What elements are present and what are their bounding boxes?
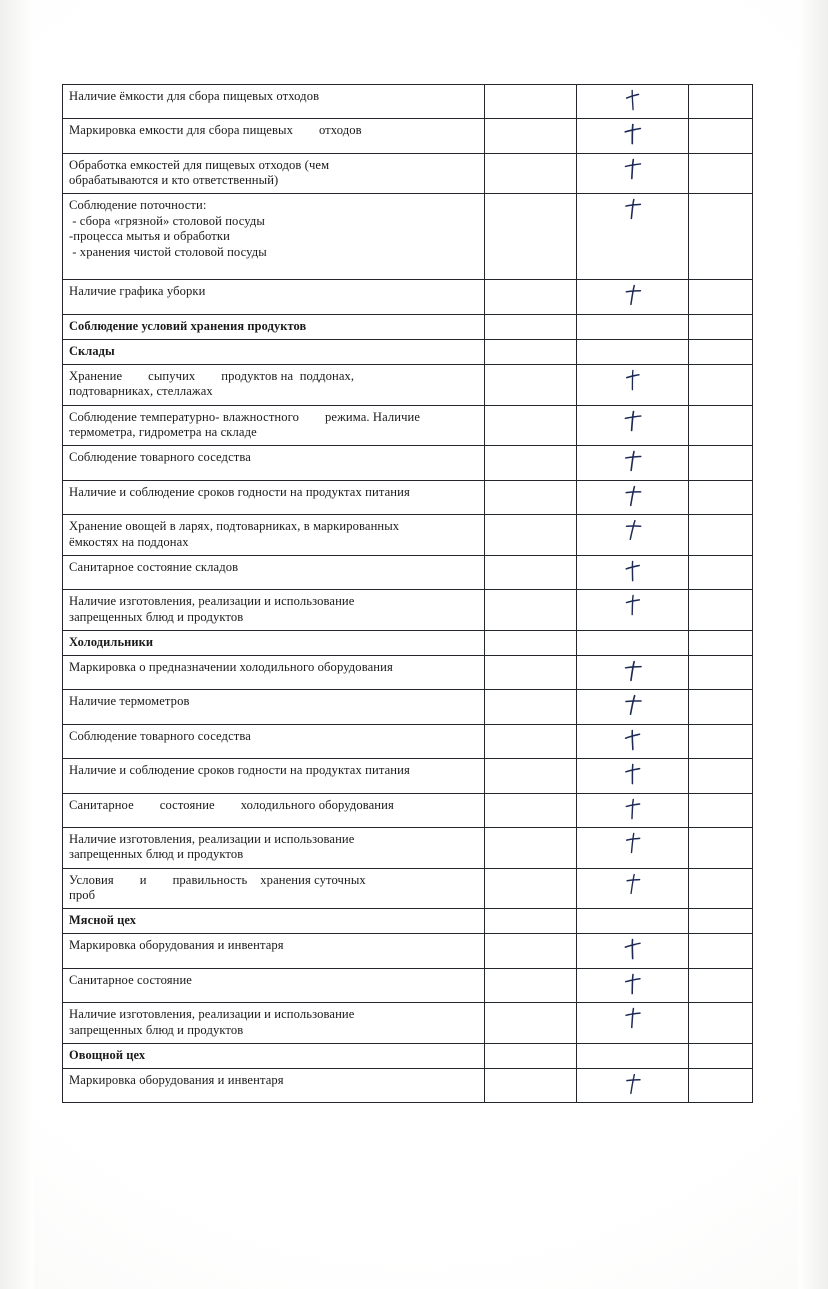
item-label: Наличие и соблюдение сроков годности на продуктах питания (63, 480, 485, 514)
item-label: Наличие ёмкости для сбора пищевых отходов (63, 85, 485, 119)
empty-cell[interactable] (485, 314, 577, 339)
empty-cell[interactable] (485, 759, 577, 793)
empty-cell[interactable] (485, 934, 577, 968)
table-row (63, 280, 753, 314)
empty-cell[interactable] (577, 631, 689, 656)
empty-cell[interactable] (485, 968, 577, 1002)
check-mark-cell[interactable] (577, 690, 689, 724)
table-row (63, 934, 753, 968)
table-row (63, 194, 753, 280)
empty-cell[interactable] (689, 280, 753, 314)
empty-cell[interactable] (485, 1043, 577, 1068)
empty-cell[interactable] (485, 339, 577, 364)
item-label: Санитарное состояние складов (63, 555, 485, 589)
section-title: Соблюдение условий хранения продуктов (63, 314, 485, 339)
table-row (63, 1069, 753, 1103)
empty-cell[interactable] (485, 631, 577, 656)
check-mark-icon (624, 369, 642, 389)
empty-cell[interactable] (485, 909, 577, 934)
item-label: Наличие и соблюдение сроков годности на продуктах питания (63, 759, 485, 793)
empty-cell[interactable] (485, 1069, 577, 1103)
section-title: Овощной цех (63, 1043, 485, 1068)
check-mark-icon (624, 198, 642, 218)
check-mark-cell[interactable] (577, 759, 689, 793)
check-mark-cell[interactable] (577, 555, 689, 589)
item-label: Санитарное состояние (63, 968, 485, 1002)
empty-cell[interactable] (689, 656, 753, 690)
section-row (63, 1043, 753, 1068)
empty-cell[interactable] (689, 1069, 753, 1103)
empty-cell[interactable] (689, 631, 753, 656)
check-mark-cell[interactable] (577, 280, 689, 314)
check-mark-icon (624, 938, 642, 958)
table-row (63, 365, 753, 406)
check-mark-icon (624, 89, 642, 109)
checklist-rows (63, 85, 753, 1103)
check-mark-icon (624, 729, 642, 749)
item-label: Обработка емкостей для пищевых отходов (чем обрабатываются и кто ответственный) (63, 153, 485, 194)
item-label: Маркировка оборудования и инвентаря (63, 934, 485, 968)
check-mark-cell[interactable] (577, 446, 689, 480)
check-mark-icon (624, 284, 642, 304)
empty-cell[interactable] (689, 968, 753, 1002)
check-mark-cell[interactable] (577, 827, 689, 868)
item-label: Соблюдение температурно- влажностного режима. Наличие термометра, гидрометра на складе (63, 405, 485, 446)
item-label: Наличие термометров (63, 690, 485, 724)
check-mark-icon (624, 560, 642, 580)
empty-cell[interactable] (485, 446, 577, 480)
empty-cell[interactable] (689, 555, 753, 589)
check-mark-cell[interactable] (577, 1003, 689, 1044)
empty-cell[interactable] (485, 868, 577, 909)
empty-cell[interactable] (485, 365, 577, 406)
item-label: Хранение сыпучих продуктов на поддонах, подтоварниках, стеллажах (63, 365, 485, 406)
empty-cell[interactable] (485, 690, 577, 724)
check-mark-cell[interactable] (577, 590, 689, 631)
item-label: Маркировка емкости для сбора пищевых отходов (63, 119, 485, 153)
empty-cell[interactable] (689, 590, 753, 631)
empty-cell[interactable] (485, 194, 577, 280)
empty-cell[interactable] (689, 153, 753, 194)
empty-cell[interactable] (689, 1043, 753, 1068)
item-label: Наличие изготовления, реализации и использование запрещенных блюд и продуктов (63, 590, 485, 631)
check-mark-icon (624, 1073, 642, 1093)
table-row (63, 446, 753, 480)
empty-cell[interactable] (485, 724, 577, 758)
empty-cell[interactable] (689, 194, 753, 280)
section-row (63, 314, 753, 339)
table-row (63, 968, 753, 1002)
check-mark-cell[interactable] (577, 656, 689, 690)
item-label: Соблюдение товарного соседства (63, 724, 485, 758)
item-label: Условия и правильность хранения суточных проб (63, 868, 485, 909)
section-row (63, 631, 753, 656)
item-label: Соблюдение товарного соседства (63, 446, 485, 480)
empty-cell[interactable] (485, 480, 577, 514)
empty-cell[interactable] (689, 405, 753, 446)
section-title: Холодильники (63, 631, 485, 656)
check-mark-icon (624, 832, 642, 852)
empty-cell[interactable] (689, 446, 753, 480)
item-label: Маркировка оборудования и инвентаря (63, 1069, 485, 1103)
check-mark-icon (624, 158, 642, 178)
empty-cell[interactable] (689, 934, 753, 968)
empty-cell[interactable] (485, 656, 577, 690)
empty-cell[interactable] (689, 724, 753, 758)
item-label: Наличие изготовления, реализации и использование запрещенных блюд и продуктов (63, 1003, 485, 1044)
check-mark-icon (624, 123, 642, 143)
page-left-edge-shadow (0, 0, 34, 1289)
empty-cell[interactable] (689, 314, 753, 339)
check-mark-icon (624, 519, 642, 539)
empty-cell[interactable] (485, 1003, 577, 1044)
table-row (63, 827, 753, 868)
check-mark-icon (624, 798, 642, 818)
empty-cell[interactable] (689, 365, 753, 406)
table-row (63, 724, 753, 758)
table-row (63, 793, 753, 827)
table-row (63, 515, 753, 556)
table-row (63, 590, 753, 631)
empty-cell[interactable] (689, 339, 753, 364)
check-mark-cell[interactable] (577, 724, 689, 758)
empty-cell[interactable] (485, 280, 577, 314)
empty-cell[interactable] (485, 827, 577, 868)
empty-cell[interactable] (689, 690, 753, 724)
empty-cell[interactable] (577, 314, 689, 339)
check-mark-cell[interactable] (577, 868, 689, 909)
item-label: Наличие изготовления, реализации и использование запрещенных блюд и продуктов (63, 827, 485, 868)
item-label: Хранение овощей в ларях, подтоварниках, в маркированных ёмкостях на поддонах (63, 515, 485, 556)
section-row (63, 339, 753, 364)
empty-cell[interactable] (689, 480, 753, 514)
check-mark-icon (624, 763, 642, 783)
checklist-sheet (62, 84, 752, 1103)
table-row (63, 153, 753, 194)
empty-cell[interactable] (485, 85, 577, 119)
table-row (63, 868, 753, 909)
empty-cell[interactable] (485, 590, 577, 631)
item-label: Наличие графика уборки (63, 280, 485, 314)
check-mark-cell[interactable] (577, 515, 689, 556)
check-mark-cell[interactable] (577, 934, 689, 968)
check-mark-icon (624, 973, 642, 993)
item-label: Соблюдение поточности: - сбора «грязной» столовой посуды -процесса мытья и обработки - хранения чистой столовой посуды (63, 194, 485, 280)
empty-cell[interactable] (689, 759, 753, 793)
table-row (63, 480, 753, 514)
check-mark-cell[interactable] (577, 194, 689, 280)
empty-cell[interactable] (485, 153, 577, 194)
check-mark-icon (624, 694, 642, 714)
empty-cell[interactable] (689, 868, 753, 909)
check-mark-cell[interactable] (577, 153, 689, 194)
table-row (63, 690, 753, 724)
check-mark-icon (624, 485, 642, 505)
section-title: Склады (63, 339, 485, 364)
empty-cell[interactable] (485, 793, 577, 827)
table-row (63, 1003, 753, 1044)
check-mark-cell[interactable] (577, 365, 689, 406)
empty-cell[interactable] (485, 515, 577, 556)
table-row (63, 656, 753, 690)
empty-cell[interactable] (577, 1043, 689, 1068)
empty-cell[interactable] (689, 85, 753, 119)
check-mark-cell[interactable] (577, 119, 689, 153)
empty-cell[interactable] (577, 909, 689, 934)
empty-cell[interactable] (689, 909, 753, 934)
empty-cell[interactable] (485, 119, 577, 153)
table-row (63, 85, 753, 119)
table-row (63, 119, 753, 153)
check-mark-icon (624, 873, 642, 893)
section-row (63, 909, 753, 934)
empty-cell[interactable] (485, 405, 577, 446)
check-mark-icon (624, 410, 642, 430)
empty-cell[interactable] (689, 793, 753, 827)
empty-cell[interactable] (485, 555, 577, 589)
empty-cell[interactable] (689, 515, 753, 556)
empty-cell[interactable] (689, 827, 753, 868)
item-label: Маркировка о предназначении холодильного оборудования (63, 656, 485, 690)
check-mark-cell[interactable] (577, 480, 689, 514)
empty-cell[interactable] (689, 1003, 753, 1044)
table-row (63, 555, 753, 589)
check-mark-cell[interactable] (577, 1069, 689, 1103)
checklist-table (62, 84, 753, 1103)
check-mark-cell[interactable] (577, 405, 689, 446)
check-mark-icon (624, 660, 642, 680)
item-label: Санитарное состояние холодильного оборудования (63, 793, 485, 827)
check-mark-cell[interactable] (577, 793, 689, 827)
empty-cell[interactable] (577, 339, 689, 364)
empty-cell[interactable] (689, 119, 753, 153)
check-mark-icon (624, 450, 642, 470)
page-right-edge-shadow (798, 0, 828, 1289)
table-row (63, 759, 753, 793)
check-mark-icon (624, 594, 642, 614)
section-title: Мясной цех (63, 909, 485, 934)
check-mark-cell[interactable] (577, 85, 689, 119)
check-mark-icon (624, 1007, 642, 1027)
table-row (63, 405, 753, 446)
check-mark-cell[interactable] (577, 968, 689, 1002)
